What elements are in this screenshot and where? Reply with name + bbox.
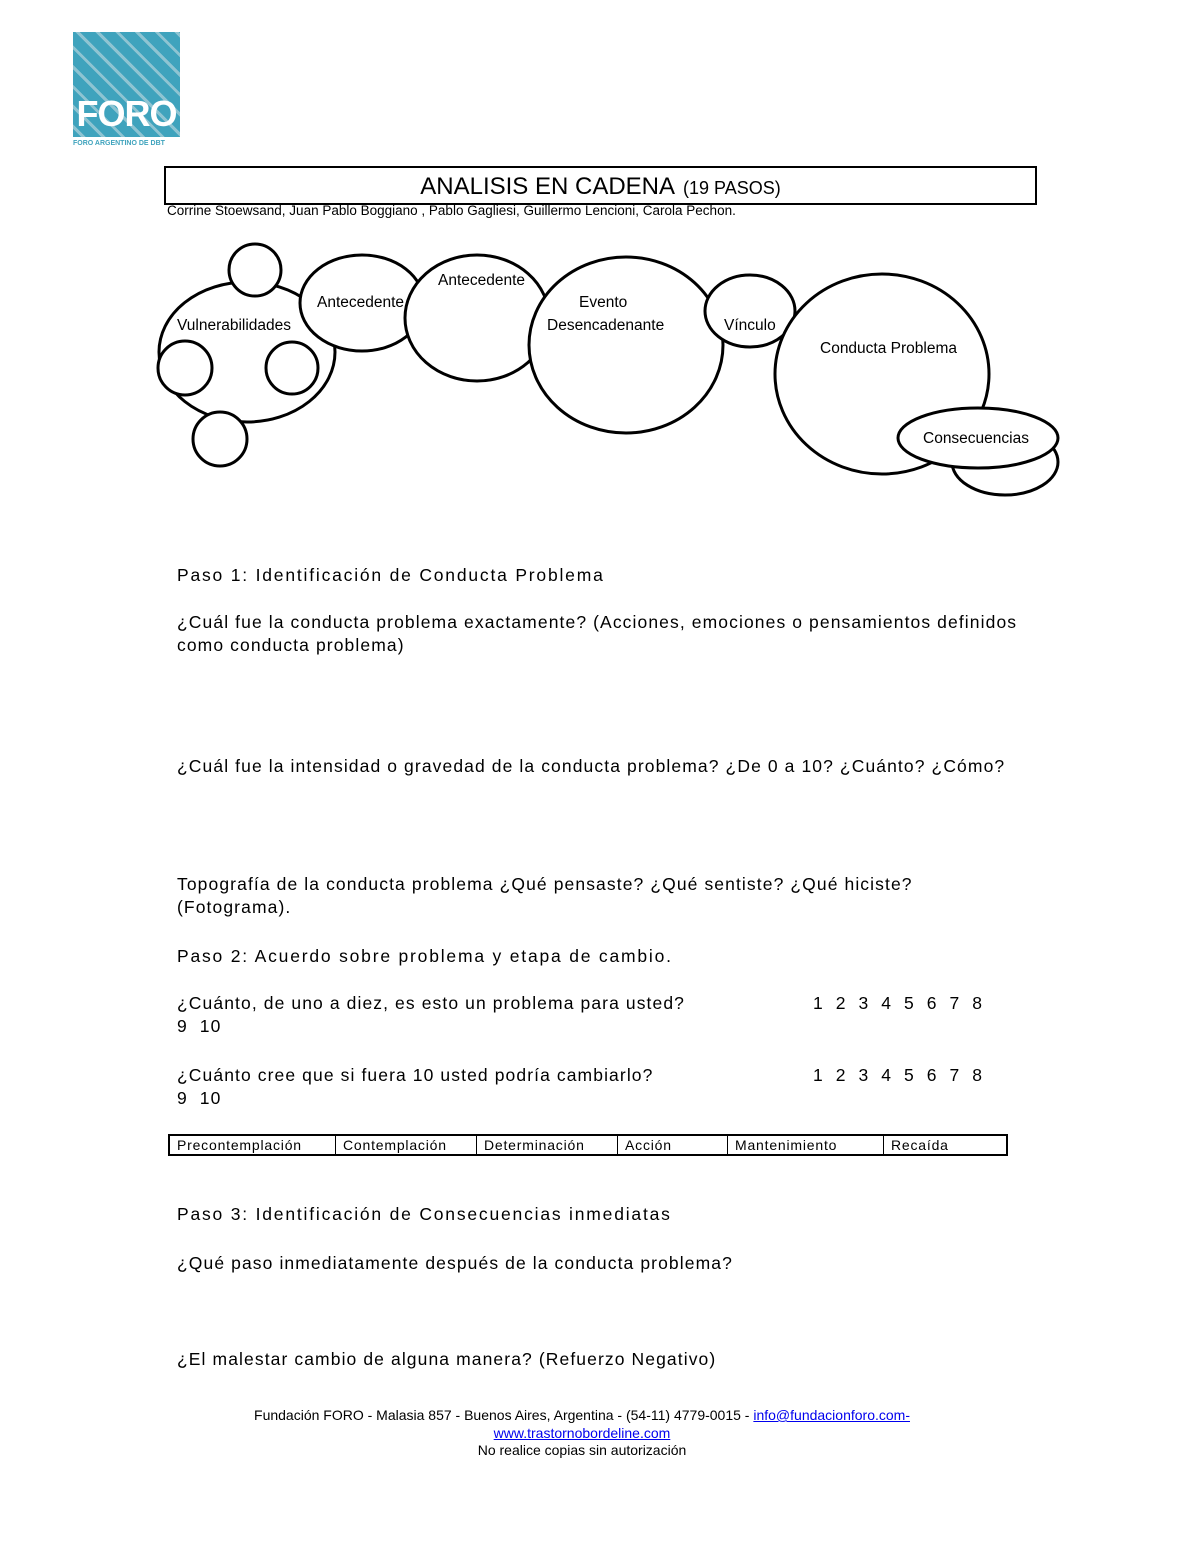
paso2-heading: Paso 2: Acuerdo sobre problema y etapa de cambio. [177,946,673,966]
stage-cell: Recaída [891,1137,949,1153]
logo-subtitle: FORO ARGENTINO DE DBT [73,140,165,147]
title-sub: (19 PASOS) [683,178,781,198]
paso1-question-3: Topografía de la conducta problema ¿Qué pensaste? ¿Qué sentiste? ¿Qué hiciste? (Fotograma). [177,874,913,917]
paso3-heading: Paso 3: Identificación de Consecuencias inmediatas [177,1204,672,1224]
title-main: ANALISIS EN CADENA [420,173,676,200]
question-text: ¿Cuánto, de uno a diez, es esto un problema para usted? [177,993,686,1013]
paso1-question-2: ¿Cuál fue la intensidad o gravedad de la conducta problema? ¿De 0 a 10? ¿Cuánto? ¿Cómo? [177,756,1006,776]
rating-scale-continued: 9 10 [177,1088,222,1108]
paso2-question-1 [177,992,1027,1038]
small-circle [266,342,318,394]
stage-cell: Precontemplación [170,1136,336,1154]
stage-cell: Mantenimiento [728,1136,884,1154]
small-circle [229,244,281,296]
paso2-question-2 [177,1064,1027,1110]
small-circle [193,412,247,466]
label-vinculo: Vínculo [724,317,776,334]
rating-scale-continued: 9 10 [177,1016,222,1036]
label-antecedente-2: Antecedente [438,272,526,289]
stage-cell: Determinación [477,1136,618,1154]
label-consecuencias: Consecuencias [923,430,1029,447]
chain-diagram [0,230,1200,510]
foro-logo [73,32,180,137]
stages-of-change-table [168,1134,1008,1156]
footer-notice: No realice copias sin autorización [477,1442,687,1458]
rating-scale: 1 2 3 4 5 6 7 8 [813,1065,984,1085]
label-antecedente-1: Antecedente [317,294,405,311]
footer-website-line [0,1425,1164,1441]
label-conducta: Conducta Problema [820,340,957,357]
footer-website-link[interactable]: www.trastornobordeline.com [493,1425,671,1441]
paso3-question-2: ¿El malestar cambio de alguna manera? (Refuerzo Negativo) [177,1349,717,1369]
rating-scale: 1 2 3 4 5 6 7 8 [813,993,984,1013]
label-desencadenante: Desencadenante [547,317,665,334]
footer-email-link[interactable]: info@fundacionforo.com- [753,1407,910,1423]
footer-address-line [0,1407,1164,1423]
stage-cell: Acción [618,1136,728,1154]
paso1-heading: Paso 1: Identificación de Conducta Problema [177,565,605,585]
paso3-question-1: ¿Qué paso inmediatamente después de la conducta problema? [177,1253,733,1273]
stage-cell: Contemplación [336,1136,477,1154]
paso1-question-1: ¿Cuál fue la conducta problema exactamente? (Acciones, emociones o pensamientos definidos como conducta problema) [177,612,1018,655]
logo-word: FORO [76,93,177,134]
label-evento: Evento [579,294,628,311]
footer-address: Fundación FORO - Malasia 857 - Buenos Aires, Argentina - (54-11) 4779-0015 - [254,1407,754,1423]
label-vulnerabilidades: Vulnerabilidades [177,317,292,334]
authors: Corrine Stoewsand, Juan Pablo Boggiano , Pablo Gagliesi, Guillermo Lencioni, Carola Pechon. [167,203,736,218]
question-text: ¿Cuánto cree que si fuera 10 usted podría cambiarlo? [177,1065,654,1085]
small-circle [158,341,212,395]
evento-circle [529,257,723,433]
document-title [164,166,1037,205]
